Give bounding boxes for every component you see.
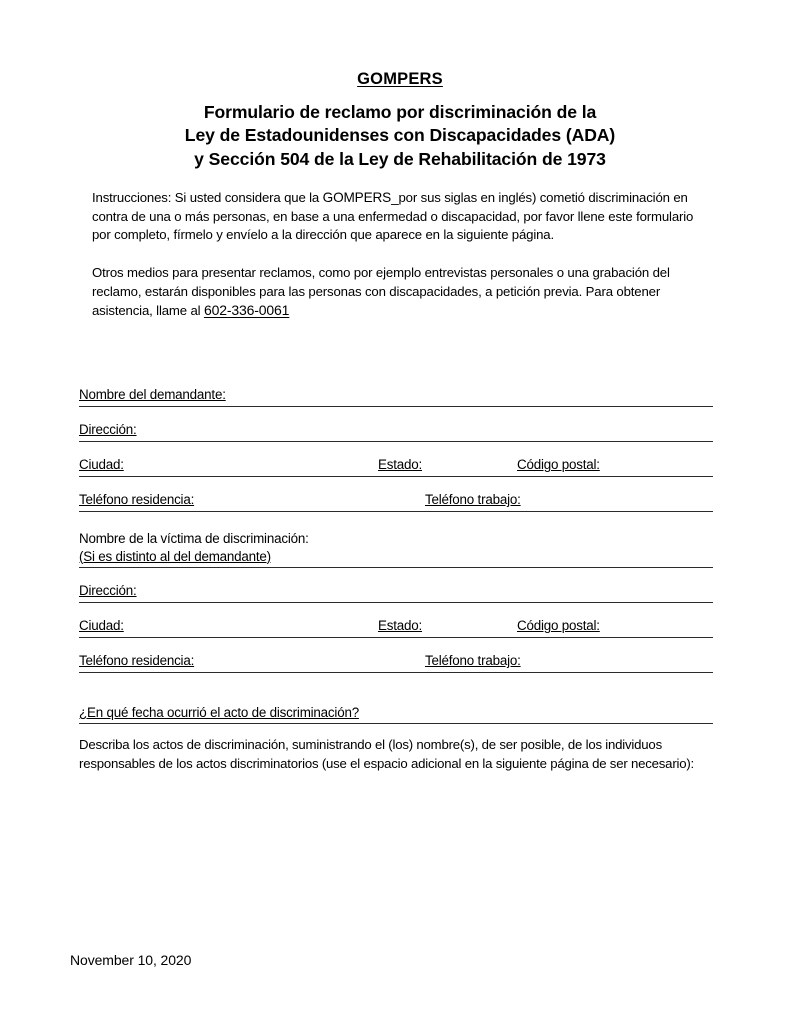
alternate-means-paragraph	[92, 245, 714, 321]
complainant-home-phone-label: Teléfono residencia:	[79, 492, 195, 508]
complainant-address-label: Dirección:	[79, 422, 137, 438]
victim-work-phone-label: Teléfono trabajo:	[425, 653, 521, 669]
field-row-victim-address[interactable]	[79, 568, 713, 603]
victim-name-label-line2: (Si es distinto al del demandante)	[79, 548, 271, 564]
victim-address-label: Dirección:	[79, 583, 137, 599]
instructions-label: Instrucciones:	[92, 189, 172, 205]
assistance-phone-number[interactable]: 602-336-0061	[203, 302, 290, 319]
alternate-means-text: Otros medios para presentar reclamos, como por ejemplo entrevistas personales o una grabación del reclamo, estarán disponibles para las personas con discapacidades, a petición previa. Para obtener asistencia, llame al	[92, 265, 670, 319]
title-line-2: Ley de Estadounidenses con Discapacidades (ADA)	[184, 125, 616, 146]
footer-date: November 10, 2020	[70, 952, 192, 968]
instructions-agency-acronym: GOMPERS_	[322, 189, 399, 205]
form-fields	[79, 372, 713, 673]
field-row-complainant-name[interactable]	[79, 372, 713, 407]
instructions-part2: por sus siglas en inglés) cometió discriminación en contra de una o más personas, en base a una enfermedad o discapacidad, por favor llene este formulario por completo, fírmelo y envíelo a la dirección que aparece en la siguiente página.	[92, 189, 694, 243]
victim-home-phone-label: Teléfono residencia:	[79, 653, 195, 669]
complainant-state-label: Estado:	[378, 457, 423, 473]
victim-state-label: Estado:	[378, 618, 423, 634]
instructions-paragraph	[92, 171, 714, 245]
field-row-incident-date[interactable]	[79, 701, 713, 724]
describe-acts-prompt: Describa los actos de discriminación, suministrando el (los) nombre(s), de ser posible, de los individuos responsables de los actos discriminatorios (use el espacio adicional en la siguiente página de ser necesario):	[79, 737, 695, 771]
field-row-complainant-city-state-zip[interactable]	[79, 442, 713, 477]
complainant-city-label: Ciudad:	[79, 457, 124, 473]
complainant-zip-label: Código postal:	[517, 457, 600, 473]
page-title	[0, 88, 800, 171]
field-row-victim-name[interactable]	[79, 512, 713, 568]
victim-zip-label: Código postal:	[517, 618, 600, 634]
organization-name-text: GOMPERS	[357, 70, 443, 88]
victim-city-label: Ciudad:	[79, 618, 124, 634]
title-line-1: Formulario de reclamo por discriminación de la	[203, 102, 597, 123]
incident-date-question-label: ¿En qué fecha ocurrió el acto de discriminación?	[79, 705, 359, 721]
intro-text-block	[0, 171, 800, 322]
victim-name-label	[79, 530, 309, 565]
field-row-victim-city-state-zip[interactable]	[79, 603, 713, 638]
complainant-work-phone-label: Teléfono trabajo:	[425, 492, 521, 508]
field-row-complainant-address[interactable]	[79, 407, 713, 442]
victim-name-label-line1: Nombre de la víctima de discriminación:	[79, 531, 309, 547]
field-row-complainant-phones[interactable]	[79, 477, 713, 512]
title-line-3: y Sección 504 de la Ley de Rehabilitación de 1973	[194, 148, 606, 169]
complainant-name-label: Nombre del demandante:	[79, 387, 226, 403]
field-row-victim-phones[interactable]	[79, 638, 713, 673]
organization-name	[0, 0, 800, 88]
instructions-part1: Si usted considera que la	[171, 189, 323, 205]
